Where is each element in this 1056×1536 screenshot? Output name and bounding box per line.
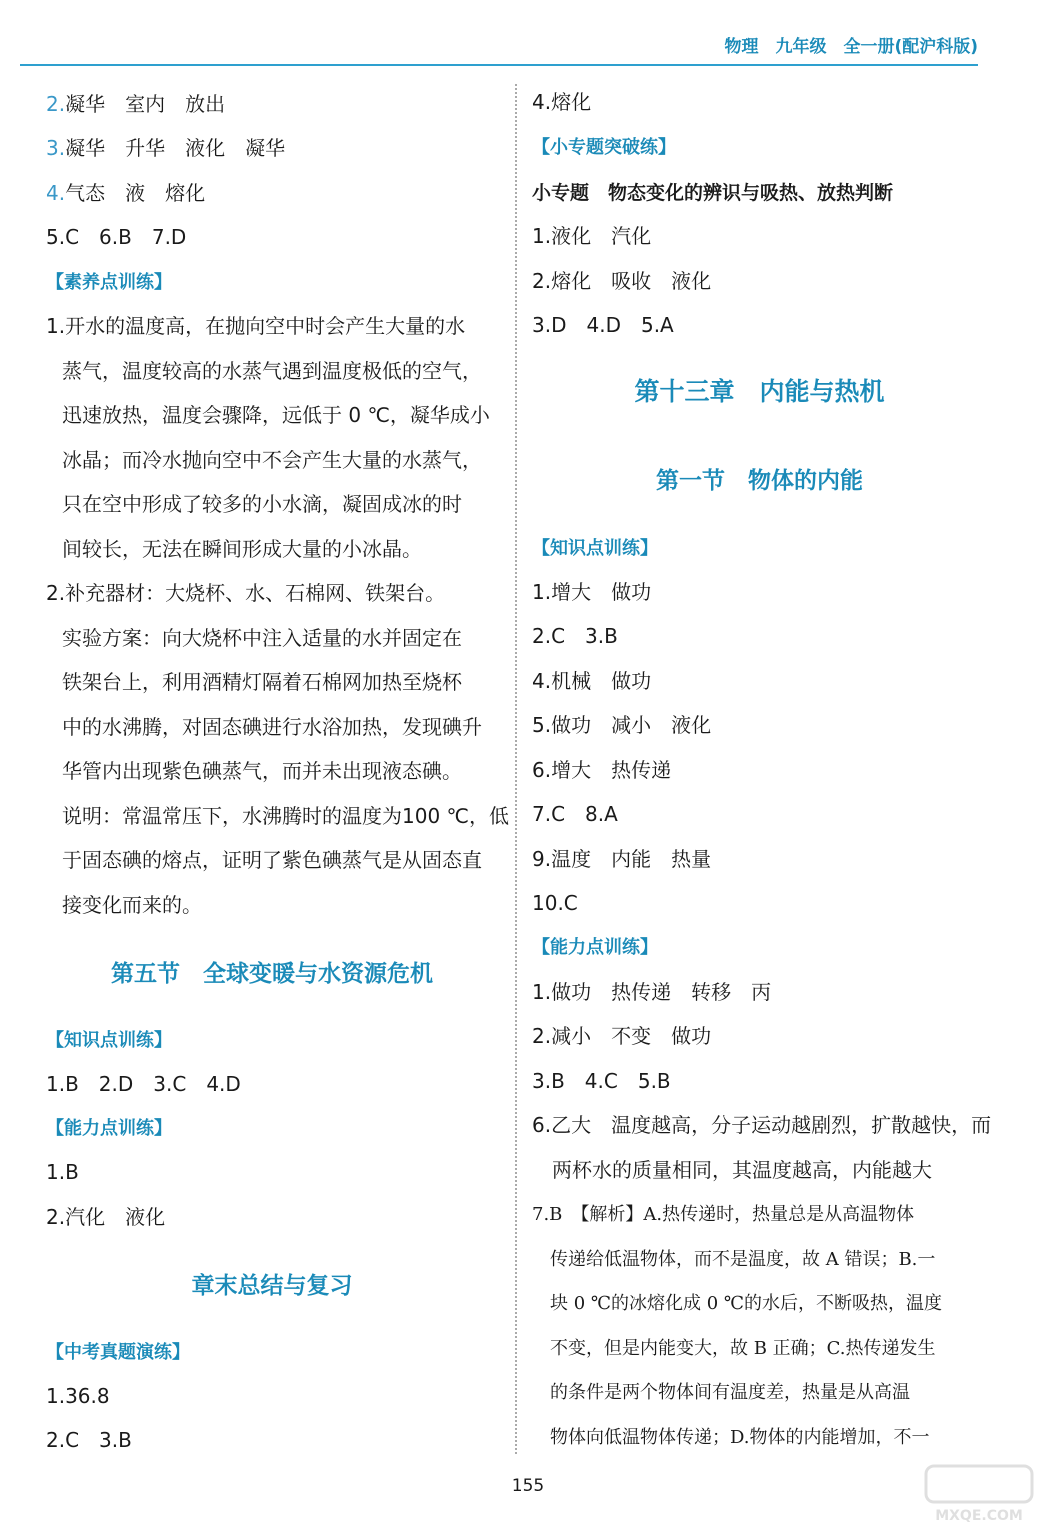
paragraph-line: 说明：常温常压下，水沸腾时的温度为100 ℃，低 [62, 804, 509, 828]
analysis-line: 传递给低温物体，而不是温度，故 A 错误；B.一 [532, 1249, 936, 1270]
chapter-heading: 第十三章 内能与热机 [634, 377, 885, 406]
answer-line: 10.C [532, 891, 578, 915]
column-divider [515, 84, 517, 1454]
paragraph-line: 于固态碘的熔点，证明了紫色碘蒸气是从固态直 [62, 848, 482, 872]
paragraph-line: 间较长，无法在瞬间形成大量的小冰晶。 [62, 537, 422, 561]
answer-line: 2.汽化 液化 [46, 1205, 166, 1229]
section-heading: 第一节 物体的内能 [656, 467, 863, 494]
answer-line: 2.熔化 吸收 液化 [532, 269, 712, 293]
paragraph-line: 实验方案：向大烧杯中注入适量的水并固定在 [62, 626, 462, 650]
paragraph-line: 迅速放热，温度会骤降，远低于 0 ℃，凝华成小 [62, 403, 490, 427]
answer-line: 3.B 4.C 5.B [532, 1069, 671, 1093]
section-heading: 第五节 全球变暖与水资源危机 [111, 960, 433, 987]
answer-line: 3.D 4.D 5.A [532, 313, 674, 337]
answer-line: 1.B 2.D 3.C 4.D [46, 1072, 241, 1096]
answer-line: 2.减小 不变 做功 [532, 1024, 712, 1048]
answer-line: 5.C 6.B 7.D [46, 225, 187, 249]
answer-line: 6.增大 热传递 [532, 758, 672, 782]
answer-line: 2.凝华 室内 放出 [46, 92, 226, 116]
paragraph-line: 接变化而来的。 [62, 893, 202, 917]
paragraph-line: 只在空中形成了较多的小水滴，凝固成冰的时 [62, 492, 462, 516]
analysis-line: 块 0 ℃的冰熔化成 0 ℃的水后，不断吸热，温度 [532, 1293, 943, 1314]
answer-line: 4.机械 做功 [532, 669, 652, 693]
answer-line: 6.乙大 温度越高，分子运动越剧烈，扩散越快，而 [532, 1113, 992, 1137]
analysis-line: 的条件是两个物体间有温度差，热量是从高温 [532, 1382, 910, 1403]
section-tag: 【知识点训练】 [46, 1030, 172, 1051]
page-number: 155 [511, 1476, 545, 1496]
answer-line: 1.液化 汽化 [532, 224, 652, 248]
section-tag: 【能力点训练】 [46, 1118, 172, 1139]
watermark-logo-icon [924, 1464, 1034, 1526]
answer-line: 5.做功 减小 液化 [532, 713, 712, 737]
answer-line: 1.增大 做功 [532, 580, 652, 604]
paragraph-line: 铁架台上，利用酒精灯隔着石棉网加热至烧杯 [62, 670, 462, 694]
section-tag: 【小专题突破练】 [532, 137, 676, 158]
answer-line: 2.C 3.B [46, 1428, 132, 1452]
section-tag: 【中考真题演练】 [46, 1342, 190, 1363]
answer-line: 2.C 3.B [532, 624, 618, 648]
analysis-line: 7.B 【解析】A.热传递时，热量总是从高温物体 [532, 1204, 915, 1225]
answer-line: 3.凝华 升华 液化 凝华 [46, 136, 286, 160]
header-title: 物理 九年级 全一册(配沪科版) [724, 37, 978, 57]
section-tag: 【素养点训练】 [46, 272, 172, 293]
svg-text:MXQE.COM: MXQE.COM [935, 1508, 1023, 1524]
page-header [20, 30, 978, 66]
paragraph-line: 2.补充器材：大烧杯、水、石棉网、铁架台。 [46, 581, 446, 605]
paragraph-line: 蒸气，温度较高的水蒸气遇到温度极低的空气， [62, 359, 482, 383]
analysis-line: 物体向低温物体传递；D.物体的内能增加，不一 [532, 1427, 930, 1448]
topic-title: 小专题 物态变化的辨识与吸热、放热判断 [532, 182, 894, 204]
review-heading: 章末总结与复习 [191, 1272, 353, 1299]
answer-line: 4.气态 液 熔化 [46, 181, 206, 205]
paragraph-line: 1.开水的温度高，在抛向空中时会产生大量的水 [46, 314, 466, 338]
section-tag: 【知识点训练】 [532, 538, 658, 559]
answer-line: 两杯水的质量相同，其温度越高，内能越大 [532, 1158, 932, 1182]
paragraph-line: 中的水沸腾，对固态碘进行水浴加热，发现碘升 [62, 715, 482, 739]
analysis-line: 不变，但是内能变大，故 B 正确；C.热传递发生 [532, 1338, 936, 1359]
paragraph-line: 冰晶；而冷水抛向空中不会产生大量的水蒸气， [62, 448, 482, 472]
section-tag: 【能力点训练】 [532, 937, 658, 958]
answer-line: 1.做功 热传递 转移 丙 [532, 980, 772, 1004]
answer-line: 7.C 8.A [532, 802, 618, 826]
answer-line: 4.熔化 [532, 90, 592, 114]
answer-line: 1.B [46, 1160, 79, 1184]
paragraph-line: 华管内出现紫色碘蒸气，而并未出现液态碘。 [62, 759, 462, 783]
answer-line: 1.36.8 [46, 1384, 110, 1408]
answer-line: 9.温度 内能 热量 [532, 847, 712, 871]
